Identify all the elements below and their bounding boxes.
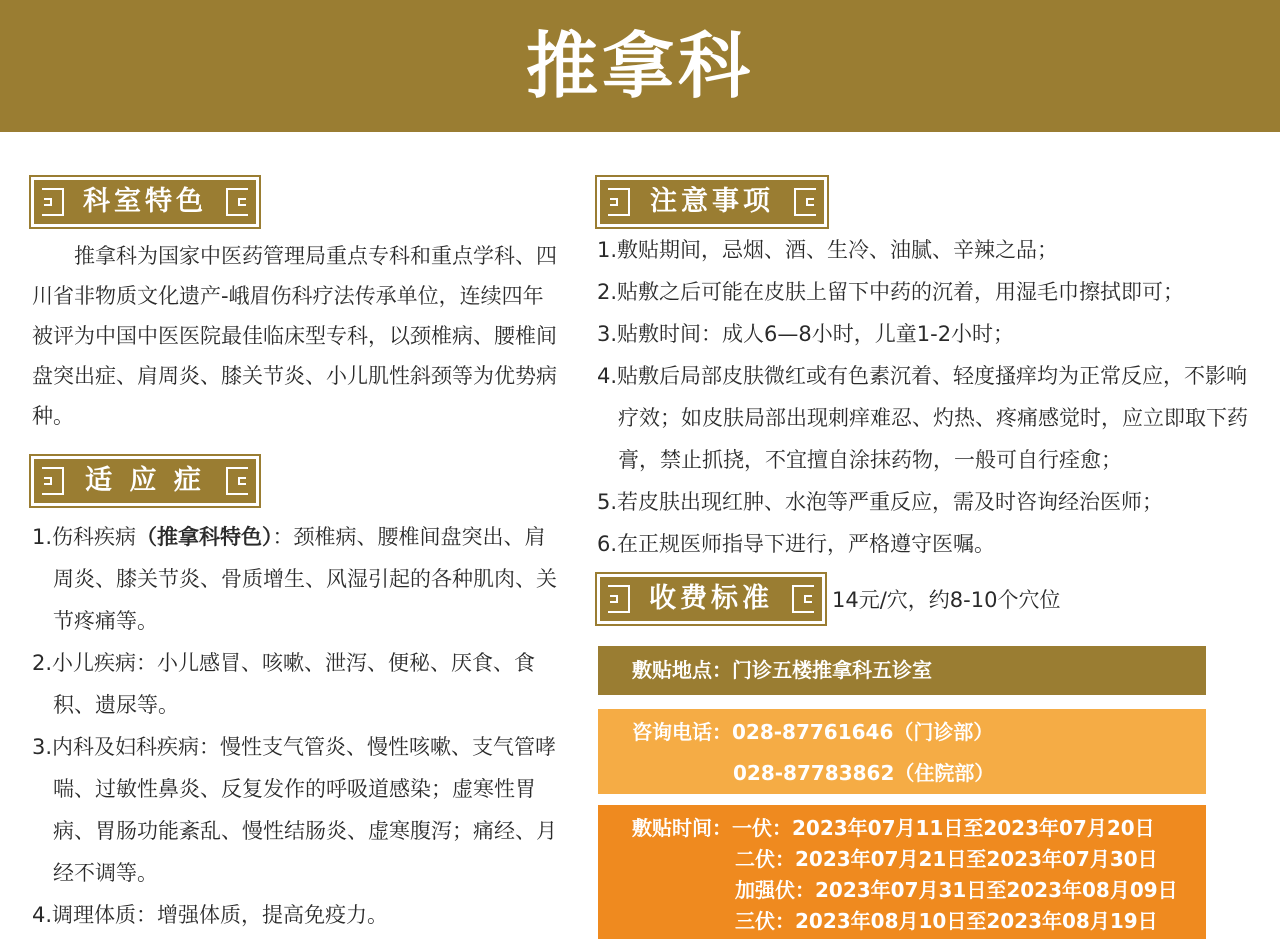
indication-emphasis: （推拿科特色） <box>136 525 273 549</box>
note-item: 1.敷贴期间，忌烟、酒、生冷、油腻、辛辣之品； <box>597 238 1059 262</box>
note-item: 4.贴敷后局部皮肤微红或有色素沉着、轻度搔痒均为正常反应，不影响疗效；如皮肤局部出现刺痒难忍、灼热、疼痛感觉时，应立即取下药膏，禁止抓挠，不宜擅自涂抹药物，一般可自行痊愈； <box>597 364 1248 472</box>
notes-label-text: 注意事项 <box>650 186 774 217</box>
ornament-left-icon <box>608 585 630 613</box>
fees-text: 14元/穴，约8-10个穴位 <box>832 588 1061 612</box>
indications-label <box>34 459 256 503</box>
note-item: 5.若皮肤出现红肿、水泡等严重反应，需及时咨询经治医师； <box>597 490 1164 514</box>
ornament-right-icon <box>792 585 814 613</box>
schedule-dates: 2023年07月21日至2023年07月30日 <box>795 847 1158 871</box>
schedule-dates: 2023年07月31日至2023年08月09日 <box>815 878 1178 902</box>
phone-label: 咨询电话： <box>632 720 732 744</box>
phone-box <box>598 709 1206 794</box>
location-box <box>598 646 1206 695</box>
indication-prefix: 1.伤科疾病 <box>32 525 137 549</box>
ornament-right-icon <box>794 188 816 216</box>
indication-text: ：颈椎病、腰椎间盘突出、肩周炎、膝关节炎、骨质增生、风湿引起的各种肌肉、关节疼痛等。 <box>53 525 557 633</box>
indication-item <box>32 516 557 642</box>
fees-label-text: 收费标准 <box>649 583 773 614</box>
ornament-left-icon <box>42 467 64 495</box>
indication-item <box>32 642 557 726</box>
indication-prefix: 4.调理体质 <box>32 903 137 927</box>
location-label: 敷贴地点： <box>632 658 732 682</box>
notes-list <box>597 229 1257 565</box>
phone-line: 028-87783862（住院部） <box>733 761 995 785</box>
note-item: 2.贴敷之后可能在皮肤上留下中药的沉着，用湿毛巾擦拭即可； <box>597 280 1185 304</box>
ornament-right-icon <box>226 467 248 495</box>
indication-prefix: 2.小儿疾病 <box>32 651 137 675</box>
indication-prefix: 3.内科及妇科疾病 <box>32 735 200 759</box>
schedule-box <box>598 805 1206 939</box>
indications-list <box>32 516 557 936</box>
location-value: 门诊五楼推拿科五诊室 <box>732 658 932 682</box>
indication-item <box>32 894 557 936</box>
indication-text: ：增强体质，提高免疫力。 <box>136 903 389 927</box>
schedule-name: 三伏： <box>735 909 795 933</box>
ornament-right-icon <box>226 188 248 216</box>
schedule-dates: 2023年08月10日至2023年08月19日 <box>795 909 1158 933</box>
phone-line: 028-87761646（门诊部） <box>732 720 994 744</box>
schedule-name: 一伏： <box>732 816 792 840</box>
features-label-text: 科室特色 <box>83 186 207 217</box>
notes-label <box>600 180 824 224</box>
indication-item <box>32 726 557 894</box>
features-text: 推拿科为国家中医药管理局重点专科和重点学科、四川省非物质文化遗产-峨眉伤科疗法传承单位，连续四年被评为中国中医医院最佳临床型专科，以颈椎病、腰椎间盘突出症、肩周炎、膝关节炎、小儿肌性斜颈等为优势病种。 <box>32 244 557 428</box>
fees-label <box>600 577 822 621</box>
page-title: 推拿科 <box>525 24 754 108</box>
indication-text: ：小儿感冒、咳嗽、泄泻、便秘、厌食、食积、遗尿等。 <box>53 651 536 717</box>
ornament-left-icon <box>42 188 64 216</box>
schedule-name: 二伏： <box>735 847 795 871</box>
features-label <box>34 180 256 224</box>
schedule-label: 敷贴时间： <box>632 816 732 840</box>
note-item: 6.在正规医师指导下进行，严格遵守医嘱。 <box>597 532 996 556</box>
indication-text: ：慢性支气管炎、慢性咳嗽、支气管哮喘、过敏性鼻炎、反复发作的呼吸道感染；虚寒性胃病、胃肠功能紊乱、慢性结肠炎、虚寒腹泻；痛经、月经不调等。 <box>53 735 557 885</box>
schedule-name: 加强伏： <box>735 878 815 902</box>
note-item: 3.贴敷时间：成人6—8小时，儿童1-2小时； <box>597 322 1015 346</box>
indications-label-text: 适 应 症 <box>85 465 205 496</box>
ornament-left-icon <box>608 188 630 216</box>
schedule-dates: 2023年07月11日至2023年07月20日 <box>792 816 1155 840</box>
